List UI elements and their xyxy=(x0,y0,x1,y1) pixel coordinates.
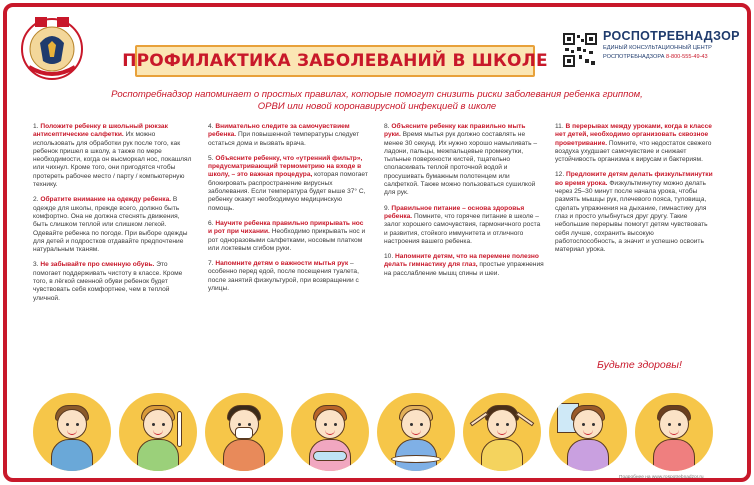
tip-item xyxy=(208,123,368,148)
tip-text: Помните, что горячее питание в школе – залог хорошего самочувствия, гармоничного роста и развития, стойкого иммунитета и отличного настроения вашего ребенка. xyxy=(384,212,541,245)
tip-number: 10. xyxy=(384,253,394,261)
agency-line2: РОСПОТРЕБНАДЗОРА xyxy=(603,54,665,60)
tip-item xyxy=(555,123,715,164)
tip-heading: Напомните детям о важности мытья рук xyxy=(215,260,349,268)
kid-handwashing-illustration xyxy=(291,393,369,471)
title-banner xyxy=(122,45,548,77)
tip-text: Время мытья рук должно составлять не менее 30 секунд. Их нужно хорошо намыливать – ладони, пальцы, межпальцевые промежутки, тыльные поверхности кистей, тщательно споласкивать теплой проточной водой и просушивать бумажным полотенцем или салфеткой. Также можно пользоваться сушилкой для рук. xyxy=(384,131,538,197)
kid-exercise-illustration xyxy=(463,393,541,471)
tip-text: Необходимо прикрывать нос и рот одноразовыми салфетками, носовым платком или локтевым сгибом руки. xyxy=(208,228,366,252)
tip-item xyxy=(33,261,193,302)
tip-number: 2. xyxy=(33,196,39,204)
tip-item xyxy=(208,260,368,293)
tip-number: 11. xyxy=(555,123,564,130)
tip-item xyxy=(33,123,193,189)
column-3 xyxy=(384,123,544,285)
tip-text: При повышенной температуры следует остаться дома и вызвать врача. xyxy=(208,131,360,147)
tip-number: 8. xyxy=(384,123,390,130)
tip-text: Помните, что недостаток свежего воздуха ухудшает самочувствие и снижает устойчивость организма к вирусам и бактериям. xyxy=(555,139,712,164)
tip-number: 12. xyxy=(555,171,565,179)
illustration-strip xyxy=(7,385,747,477)
tip-number: 5. xyxy=(208,154,214,162)
kid-thermometer-illustration xyxy=(119,393,197,471)
closing-text: Будьте здоровы! xyxy=(597,359,682,371)
kid-window-illustration xyxy=(549,393,627,471)
tip-number: 1. xyxy=(33,123,39,130)
tip-heading: Правильное питание – основа здоровья ребенка. xyxy=(384,204,525,220)
tip-item xyxy=(555,171,715,254)
tip-item xyxy=(384,123,544,198)
poster-frame xyxy=(3,3,751,482)
kid-backpack-illustration xyxy=(33,393,111,471)
tip-text: Это помогает поддерживать чистоту в классе. Кроме того, в лёгкой сменной обуви ребенок будет чувствовать себя комфортнее, чем в теплой уличной. xyxy=(33,261,183,302)
tip-item xyxy=(384,205,544,246)
agency-phone: 8-800-555-49-43 xyxy=(665,54,708,60)
tip-heading: Положите ребенку в школьный рюкзак антисептические салфетки. xyxy=(33,123,168,139)
page-title: ПРОФИЛАКТИКА ЗАБОЛЕВАНИЙ В ШКОЛЕ xyxy=(122,51,548,71)
agency-name: РОСПОТРЕБНАДЗОР xyxy=(603,29,740,43)
agency-block xyxy=(603,29,740,61)
tip-number: 4. xyxy=(208,123,214,130)
tip-heading: Внимательно следите за самочувствием ребенка. xyxy=(208,123,350,139)
tip-item xyxy=(384,253,544,278)
tip-heading: Объясните ребенку, что «утренний фильтр», предусматривающий термометрию на входе в школу, – это важная процедура, xyxy=(208,154,363,179)
tip-text: простые упражнения на расслабление мышц спины и шеи. xyxy=(384,261,544,277)
tip-text: – особенно перед едой, после посещения туалета, после занятий физкультурой, при возвращении с улицы. xyxy=(208,260,359,293)
kid-eating-illustration xyxy=(377,393,455,471)
tip-heading: Объясните ребенку как правильно мыть руки. xyxy=(384,123,526,139)
column-4 xyxy=(555,123,715,261)
tip-heading: Напомните детям, что на перемене полезно делать гимнастику для глаз, xyxy=(384,253,539,269)
rospotrebnadzor-emblem-icon xyxy=(21,15,83,81)
tip-heading: Предложите детям делать физкультминутки во время урока. xyxy=(555,171,713,187)
tip-heading: В перерывах между уроками, когда в классе нет детей, необходимо организовать сквозное проветривание. xyxy=(555,123,712,147)
intro-text: Роспотребнадзор напоминает о простых правилах, которые помогут снизить риски заболевания ребенка гриппом, ОРВИ или новой коронавирусной инфекцией в школе xyxy=(111,89,643,112)
tip-text: Их можно использовать для обработки рук после того, как ребенок пришел в школу, а также по мере необходимости, когда он высморкал нос, покашлял или чихнул. Кроме того, они пригодятся чтобы протереть рабочее место / парту / компьютерную технику. xyxy=(33,131,192,189)
tip-text: Физкультминутку можно делать через 25–30 минут после начала урока, чтобы размять мышцы рук, плечевого пояса, туловища, сделать упражнения на дыхание, гимнастику для глаз и просто улыбнуться друг другу. Такие небольшие перерывы помогут детям чувствовать себя лучше, сохранить высокую работоспособность, а значит и успешно освоить материал урока. xyxy=(555,179,708,254)
tip-text: которая помогает блокировать распространение вирусных заболевания. Если температура будет выше 37° С, ребенку окажут необходимую медицинскую помощь. xyxy=(208,171,368,212)
tip-item xyxy=(208,220,368,253)
agency-contact xyxy=(603,54,733,61)
tip-heading: Научите ребенка правильно прикрывать нос и рот при чихании. xyxy=(208,219,364,236)
column-1 xyxy=(33,123,193,310)
tip-item xyxy=(33,196,193,254)
kid-smiling-illustration xyxy=(635,393,713,471)
tip-item xyxy=(208,155,368,213)
qr-code-icon xyxy=(563,33,597,67)
tip-heading: Обратите внимание на одежду ребенка. xyxy=(40,196,172,204)
tip-number: 7. xyxy=(208,260,214,268)
kid-sneezing-illustration xyxy=(205,393,283,471)
column-2 xyxy=(208,123,368,300)
tip-number: 3. xyxy=(33,261,39,269)
credit-text: Подробнее на www.rospotrebnadzor.ru xyxy=(619,475,704,480)
tip-number: 9. xyxy=(384,204,390,212)
tip-text: В одежде для школы, прежде всего, должно быть комфортно. Она не должна стеснять движения, быть слишком теплой или слишком легкой. Одевайте ребенка по погоде. При выборе одежды для детей и подростков отдавайте предпочтение натуральным тканям. xyxy=(33,196,188,254)
agency-line1: ЕДИНЫЙ КОНСУЛЬТАЦИОННЫЙ ЦЕНТР xyxy=(603,45,712,51)
tip-number: 6. xyxy=(208,219,214,227)
tip-heading: Не забывайте про сменную обувь. xyxy=(40,261,155,269)
